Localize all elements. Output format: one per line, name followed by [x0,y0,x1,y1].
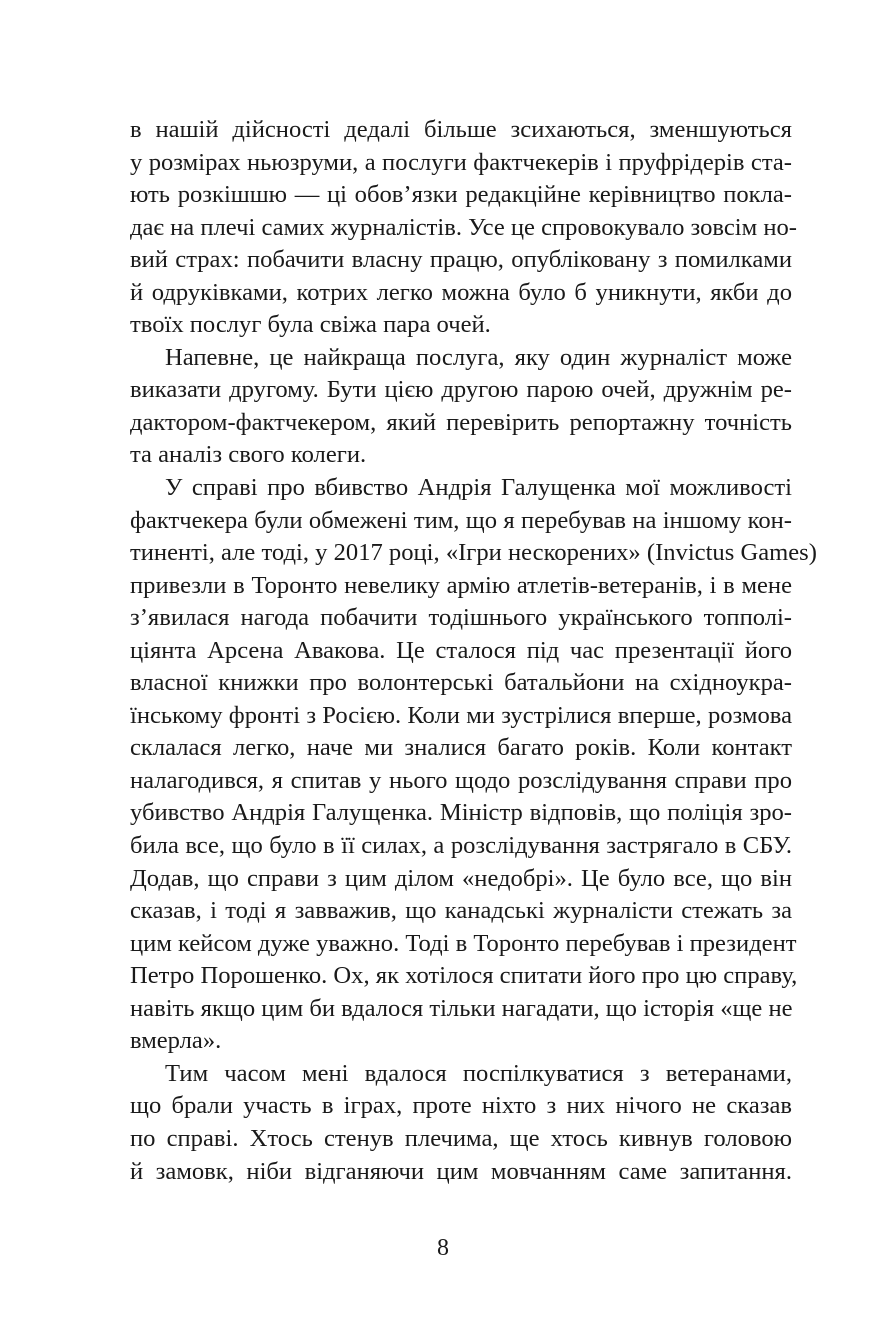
text-line: по справі. Хтось стенув плечима, ще хтось кивнув головою [130,1124,792,1152]
text-line: Напевне, це найкраща послуга, яку один журналіст може [165,343,792,371]
text-line: У справі про вбивство Андрія Галущенка мої можливості [165,474,792,502]
body-text [130,114,817,1188]
page-number: 8 [437,1235,449,1261]
text-line: у розмірах ньюзруми, а послуги фактчекерів і пруфрідерів ста- [130,148,792,176]
text-line: склалася легко, наче ми зналися багато років. Коли контакт [130,734,792,762]
text-line: навіть якщо цим би вдалося тільки нагадати, що історія «ще не [130,994,793,1022]
text-line: що брали участь в іграх, проте ніхто з них нічого не сказав [130,1092,792,1120]
text-line: та аналіз свого колеги. [130,441,367,469]
text-line: ють розкішшю — ці обов’язки редакційне керівництво покла- [130,181,792,209]
text-line: й одруківками, котрих легко можна було б уникнути, якби до [130,278,792,306]
text-line: виказати другому. Бути цією другою парою очей, дружнім ре- [130,376,792,404]
text-line: тиненті, але тоді, у 2017 році, «Ігри нескорених» (Invictus Games) [130,539,817,567]
text-line: била все, що було в її силах, а розслідування застрягало в СБУ. [130,832,792,860]
text-line: Петро Порошенко. Ох, як хотілося спитати його про цю справу, [130,962,798,990]
paragraph [130,472,817,1058]
text-line: дає на плечі самих журналістів. Усе це спровокувало зовсім но- [130,213,797,241]
text-line: їнському фронті з Росією. Коли ми зустрілися вперше, розмова [130,701,792,729]
text-line: налагодився, я спитав у нього щодо розслідування справи про [130,766,792,794]
text-line: фактчекера були обмежені тим, що я перебував на іншому кон- [130,506,792,534]
text-line: вмерла». [130,1027,222,1055]
text-line: дактором-фактчекером, який перевірить репортажну точність [130,408,792,436]
text-line: Додав, що справи з цим ділом «недобрі». Це було все, що він [130,864,792,892]
text-line: власної книжки про волонтерські батальйони на східноукра- [130,669,792,697]
text-line: ціянта Арсена Авакова. Це сталося під час презентації його [130,636,792,664]
text-line: цим кейсом дуже уважно. Тоді в Торонто перебував і президент [130,929,797,957]
text-line: сказав, і тоді я завважив, що канадські журналісти стежать за [130,897,792,925]
paragraph [130,1058,792,1188]
text-line: в нашій дійсності дедалі більше зсихаються, зменшуються [130,116,792,143]
text-line: вий страх: побачити власну працю, опубліковану з помилками [130,246,792,274]
paragraph [130,114,797,342]
text-line: Тим часом мені вдалося поспілкуватися з ветеранами, [165,1059,792,1087]
text-line: твоїх послуг була свіжа пара очей. [130,311,491,339]
text-line: з’явилася нагода побачити тодішнього українського топполі- [130,604,792,632]
text-line: привезли в Торонто невелику армію атлетів-ветеранів, і в мене [130,571,792,599]
text-line: й замовк, ніби відганяючи цим мовчанням саме запитання. [130,1157,792,1185]
paragraph [130,342,792,472]
text-line: убивство Андрія Галущенка. Міністр відповів, що поліція зро- [130,799,792,827]
